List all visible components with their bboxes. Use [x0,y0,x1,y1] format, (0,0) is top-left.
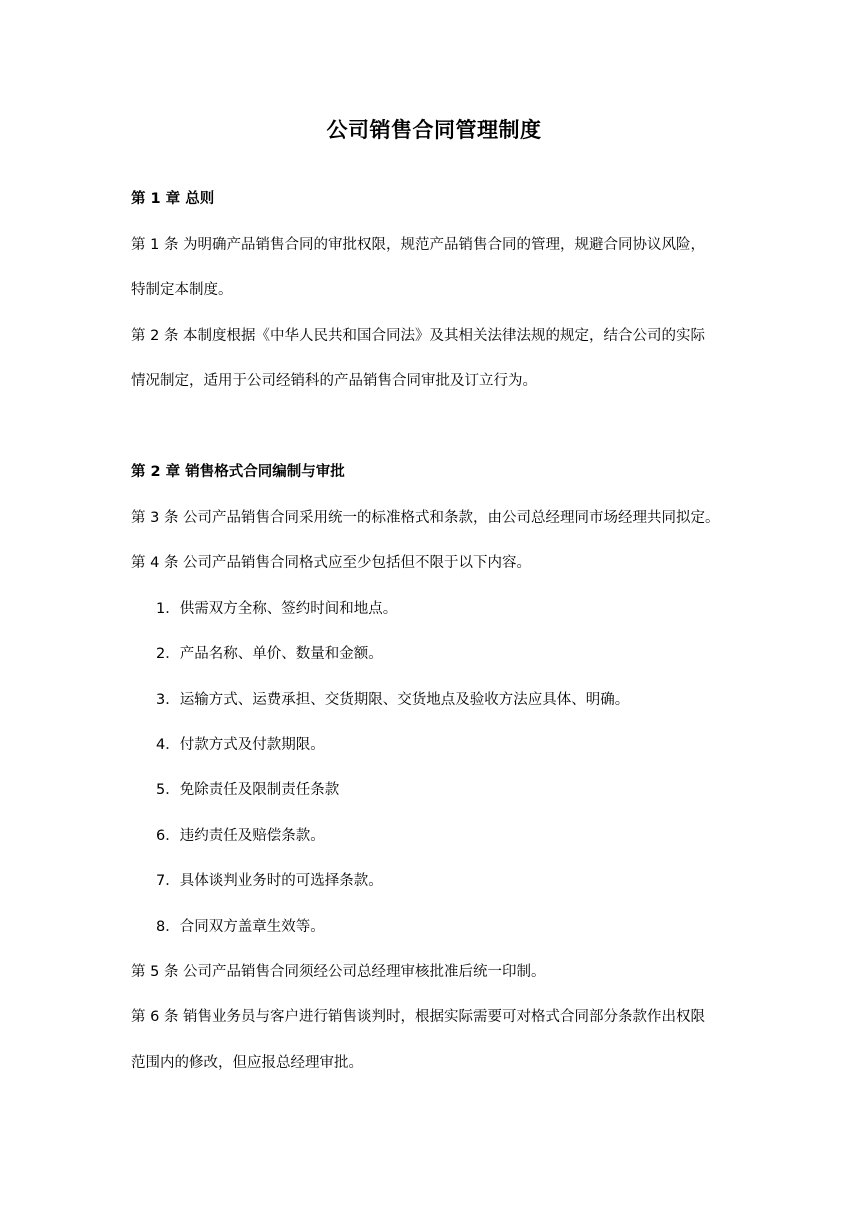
list-item: 6．违约责任及赔偿条款。 [156,828,325,844]
article-3: 第 3 条 公司产品销售合同采用统一的标准格式和条款，由公司总经理同市场经理共同拟定。 [131,510,720,526]
article-1-line-1: 第 1 条 为明确产品销售合同的审批权限，规范产品销售合同的管理，规避合同协议风险， [131,237,706,253]
list-item: 5．免除责任及限制责任条款 [156,782,340,798]
list-item: 7．具体谈判业务时的可选择条款。 [156,873,383,889]
article-1-line-2: 特制定本制度。 [131,282,233,298]
chapter-2-heading: 第 2 章 销售格式合同编制与审批 [131,464,345,480]
list-item: 2．产品名称、单价、数量和金额。 [156,646,383,662]
list-item: 8．合同双方盖章生效等。 [156,919,325,935]
document-title: 公司销售合同管理制度 [326,118,542,142]
article-4: 第 4 条 公司产品销售合同格式应至少包括但不限于以下内容。 [131,555,532,571]
chapter-1-heading: 第 1 章 总则 [131,191,215,207]
article-6-line-2: 范围内的修改，但应报总经理审批。 [131,1055,363,1071]
list-item: 4．付款方式及付款期限。 [156,737,325,753]
article-5: 第 5 条 公司产品销售合同须经公司总经理审核批准后统一印制。 [131,964,546,980]
list-item: 3．运输方式、运费承担、交货期限、交货地点及验收方法应具体、明确。 [156,692,630,708]
article-2-line-2: 情况制定，适用于公司经销科的产品销售合同审批及订立行为。 [131,373,537,389]
article-2-line-1: 第 2 条 本制度根据《中华人民共和国合同法》及其相关法律法规的规定，结合公司的实际 [131,328,706,344]
article-6-line-1: 第 6 条 销售业务员与客户进行销售谈判时，根据实际需要可对格式合同部分条款作出权限 [131,1009,706,1025]
list-item: 1．供需双方全称、签约时间和地点。 [156,601,398,617]
